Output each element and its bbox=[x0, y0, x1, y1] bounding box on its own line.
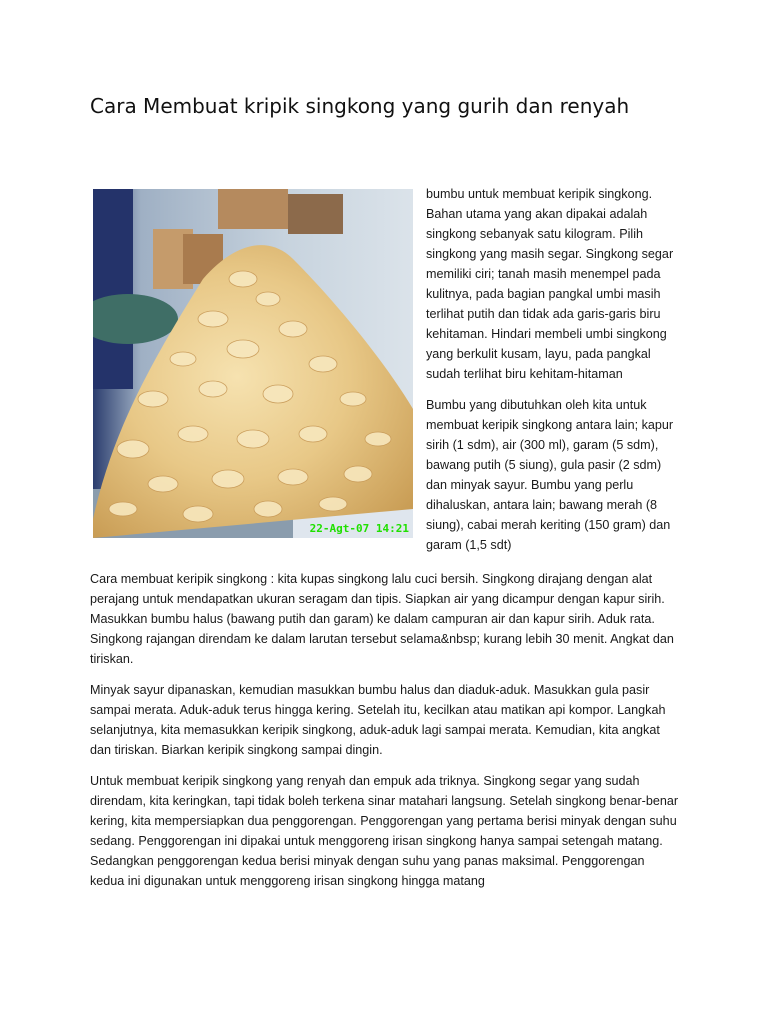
body-text bbox=[90, 569, 680, 902]
side-paragraph-2: Bumbu yang dibutuhkan oleh kita untuk membuat keripik singkong antara lain; kapur sirih (1 sdm), air (300 ml), garam (5 sdm), bawang putih (5 siung), gula pasir (2 sdm) dan minyak sayur. Bumbu yang perlu dihaluskan, antara lain; bawang merah (8 siung), cabai merah keriting (150 gram) dan garam (1,5 sdt) bbox=[426, 398, 674, 552]
body-paragraph-3: Untuk membuat keripik singkong yang renyah dan empuk ada triknya. Singkong segar yang sudah direndam, kita keringkan, tapi tidak boleh terkena sinar matahari langsung. Setelah singkong benar-benar kering, kita mempersiapkan dua penggorengan. Penggorengan yang pertama berisi minyak dengan suhu sedang. Penggorengan ini dipakai untuk menggoreng irisan singkong hanya sampai setengah matang. Sedangkan penggorengan kedua berisi minyak dengan suhu yang panas maksimal. Penggorengan kedua ini digunakan untuk menggoreng irisan singkong hingga matang bbox=[90, 774, 679, 888]
body-paragraph-1: Cara membuat keripik singkong : kita kupas singkong lalu cuci bersih. Singkong dirajang dengan alat perajang untuk mendapatkan ukuran seragam dan tipis. Siapkan air yang dicampur dengan kapur sirih. Masukkan bumbu halus (bawang putih dan garam) ke dalam campuran air dan kapur sirih. Aduk rata. Singkong rajangan direndam ke dalam larutan tersebut selama&nbsp; kurang lebih 30 menit. Angkat dan tiriskan. bbox=[90, 572, 674, 666]
side-column-text bbox=[426, 184, 684, 566]
cassava-chips-photo bbox=[93, 189, 413, 538]
body-paragraph-2: Minyak sayur dipanaskan, kemudian masukkan bumbu halus dan diaduk-aduk. Masukkan gula pasir sampai merata. Aduk-aduk terus hingga kering. Setelah itu, kecilkan atau matikan api kompor. Langkah selanjutnya, kita memasukkan keripik singkong, aduk-aduk lagi sampai merata. Kemudian, kita angkat dan tiriskan. Biarkan keripik singkong sampai dingin. bbox=[90, 683, 666, 757]
photo-timestamp: 22-Agt-07 14:21 bbox=[309, 522, 409, 535]
side-paragraph-1: bumbu untuk membuat keripik singkong. Bahan utama yang akan dipakai adalah singkong sebanyak satu kilogram. Pilih singkong yang masih segar. Singkong segar memiliki ciri; tanah masih menempel pada kulitnya, pada bagian pangkal umbi masih terlihat putih dan tidak ada garis-garis biru kehitaman. Hindari membeli umbi singkong yang berkulit kusam, layu, pada pangkal sudah terlihat biru kehitam-hitaman bbox=[426, 187, 674, 381]
page-title: Cara Membuat kripik singkong yang gurih dan renyah bbox=[90, 94, 630, 118]
